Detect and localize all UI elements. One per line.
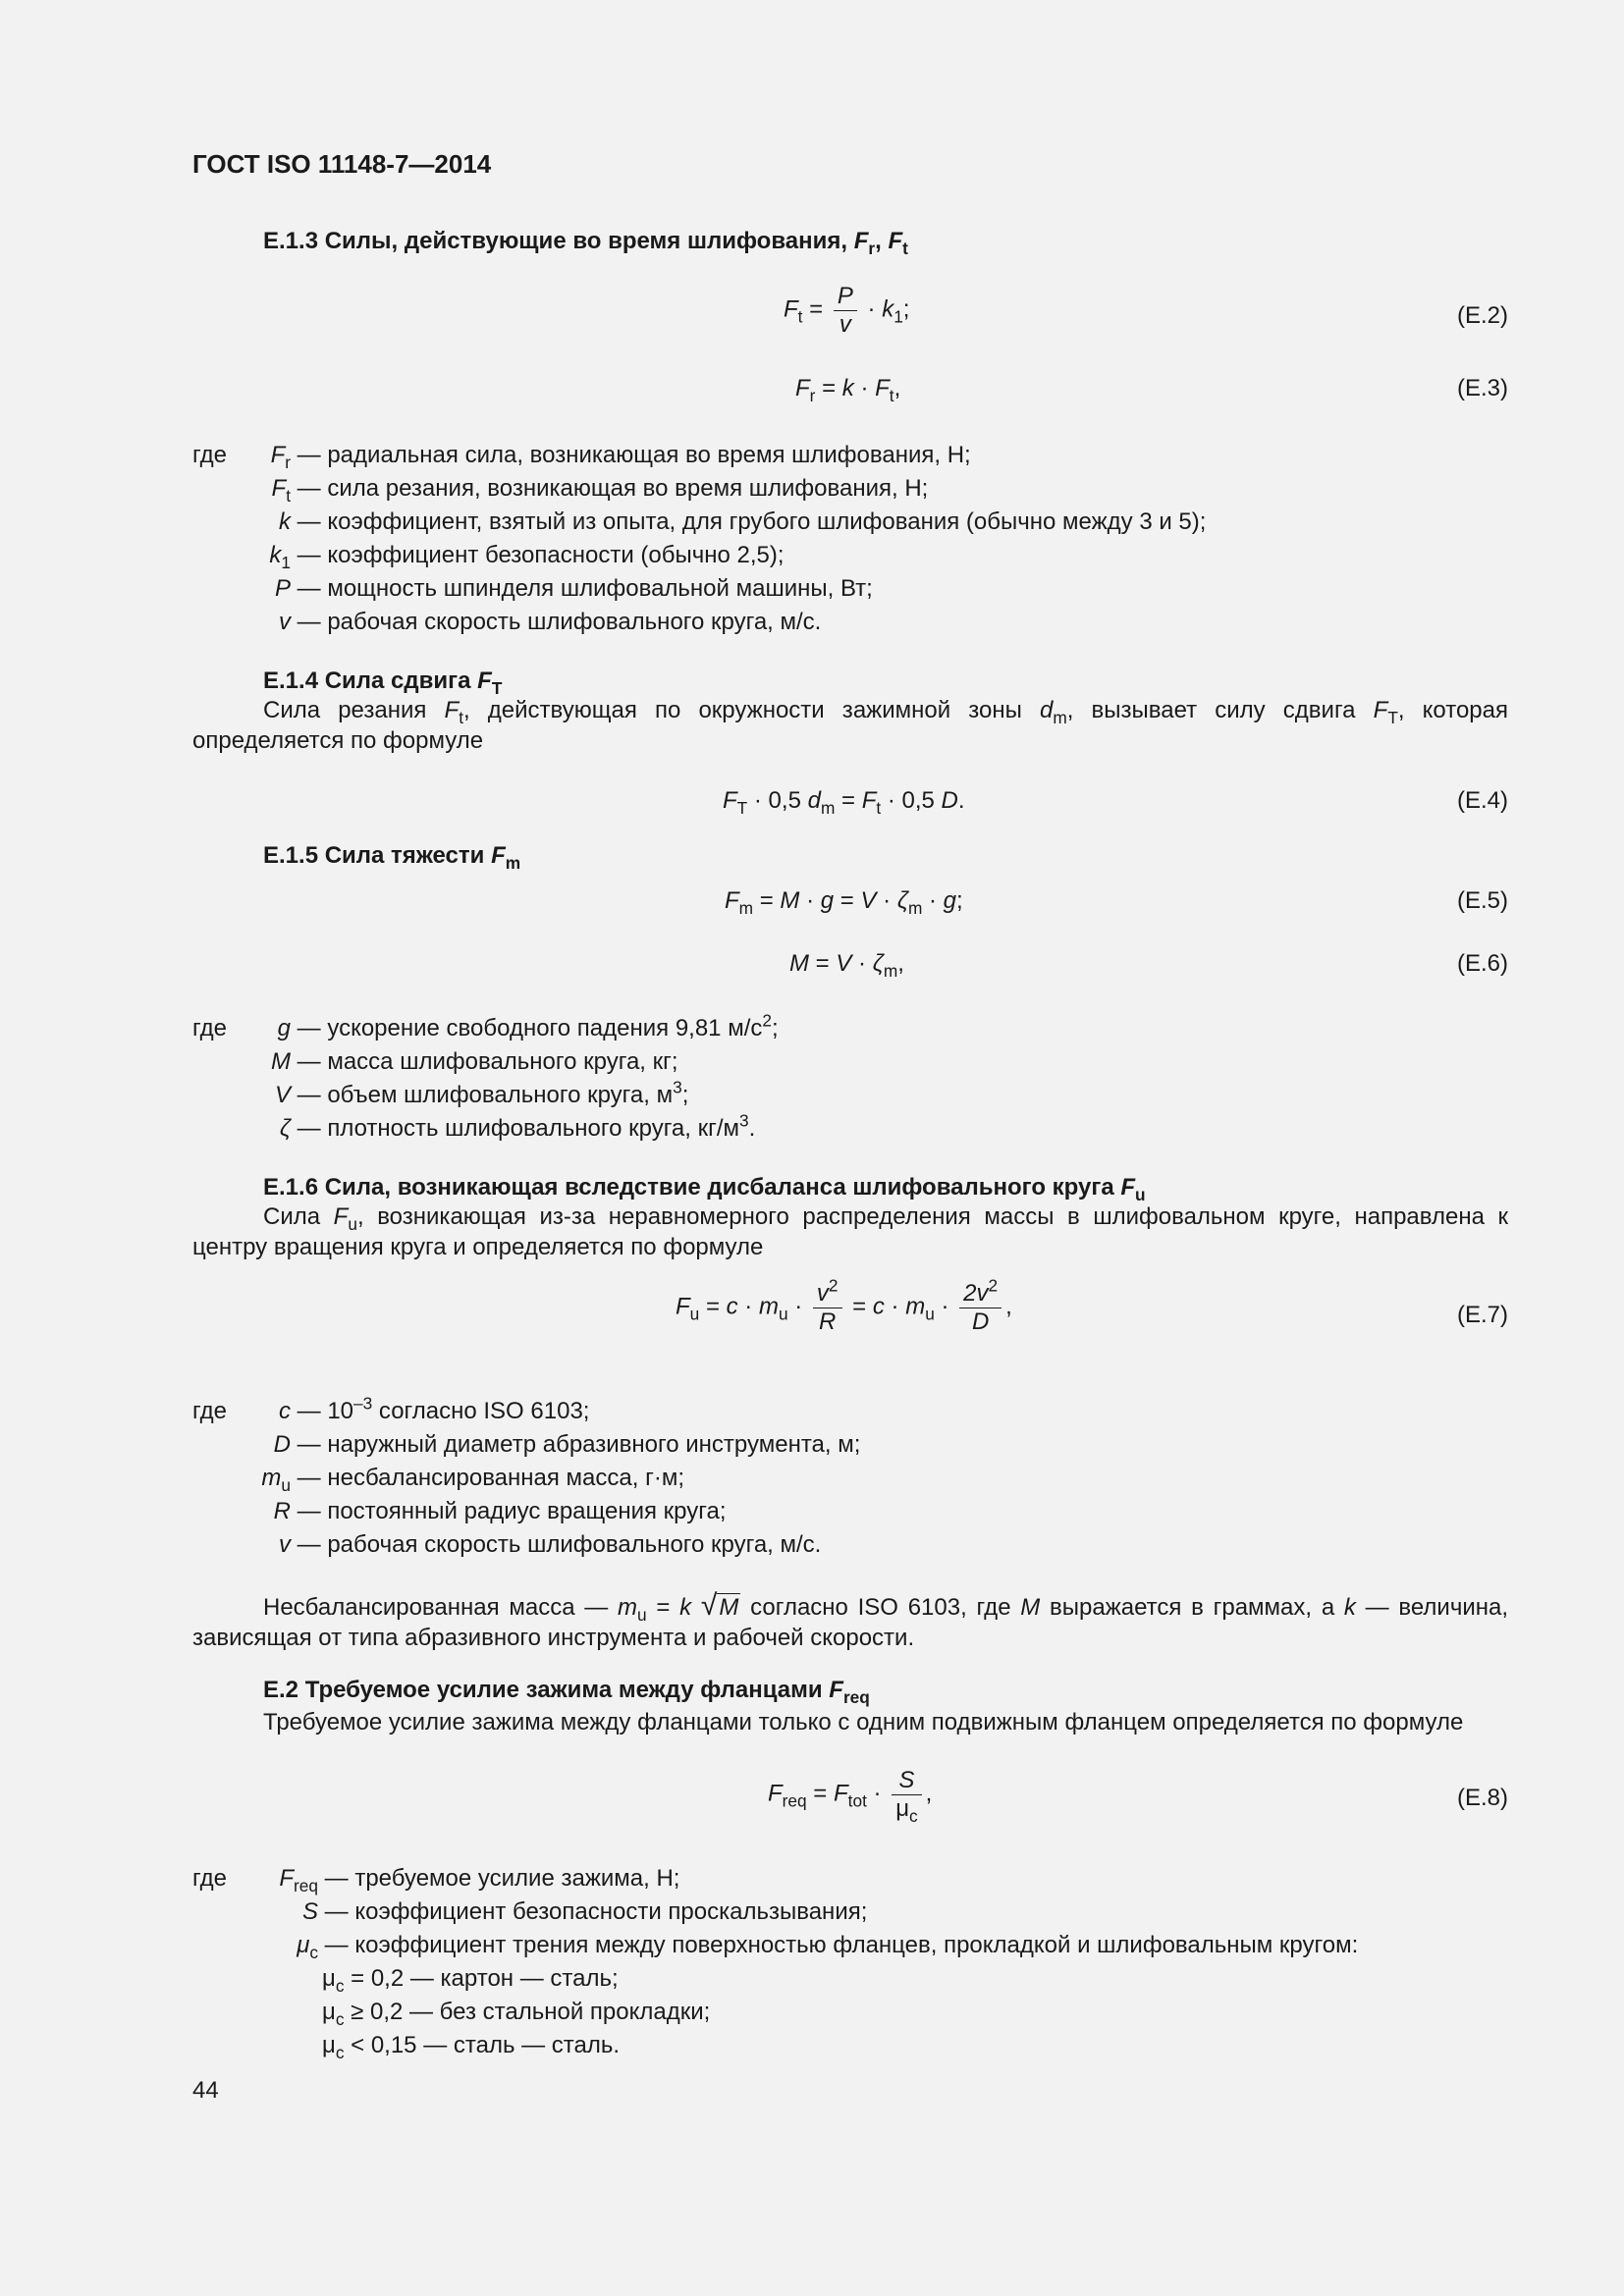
definition-prefix: где xyxy=(192,1398,228,1424)
definition-row: ζ — плотность шлифовального круга, $кг/м^3$. xyxy=(192,1115,755,1144)
definition-symbol: $F_{req}$ xyxy=(279,1865,318,1896)
definition-text: — рабочая скорость шлифовального круга, м/с. xyxy=(291,1531,822,1558)
definition-symbol: P xyxy=(274,575,291,602)
equation-e5: $F_m = M \cdot g = V \cdot \zeta_m \cdot g$; xyxy=(725,887,963,919)
friction-coefficient-item: $\mu_c = 0,2$ — картон — сталь; xyxy=(322,1965,619,1997)
equation-number-e5: (E.5) xyxy=(1456,887,1508,914)
definition-text: — масса шлифовального круга, кг; xyxy=(291,1048,678,1075)
definition-symbol: $\mu_c$ xyxy=(297,1932,318,1963)
section-heading-e14: E.1.4 Сила сдвига $F_T$ xyxy=(263,667,503,699)
section-heading-e13: E.1.3 Силы, действующие во время шлифования, $F_r$, $F_t$ xyxy=(263,228,908,259)
equation-e8: $F_{req} = F_{tot}$ · $\frac{S}{\mu_c}$ , xyxy=(768,1767,933,1826)
definition-text: — объем шлифовального круга, м xyxy=(291,1082,674,1108)
definition-text: — мощность шпинделя шлифовальной машины, Вт; xyxy=(291,575,873,602)
definition-text: — рабочая скорость шлифовального круга, м/с. xyxy=(291,609,822,635)
paragraph-e2: Требуемое усилие зажима между фланцами только с одним подвижным фланцем определяется по формуле xyxy=(263,1709,1464,1735)
section-heading-e2: E.2 Требуемое усилие зажима между фланцами $F_{req}$ xyxy=(263,1677,870,1708)
definition-symbol: $m_u$ xyxy=(261,1465,291,1496)
page-number: 44 xyxy=(192,2077,219,2104)
section-heading-e15: E.1.5 Сила тяжести $F_m$ xyxy=(263,842,521,874)
definition-text: — наружный диаметр абразивного инструмента, м; xyxy=(291,1431,861,1458)
section-heading-e16: E.1.6 Сила, возникающая вследствие дисбаланса шлифовального круга $F_u$ xyxy=(263,1174,1146,1205)
paragraph-e16: Сила $F_u$, возникающая из-за неравномерного распределения массы в шлифовальном круге, направлена к центру вращения круга и определяется по формуле xyxy=(192,1203,1508,1260)
definition-symbol: v xyxy=(279,609,291,635)
definition-symbol: R xyxy=(273,1498,291,1524)
definition-text: — радиальная сила, возникающая во время шлифования, Н; xyxy=(291,442,971,468)
definition-symbol: g xyxy=(277,1015,291,1041)
fraction: $\frac{S}{\mu_c}$ xyxy=(892,1767,921,1822)
equation-e2: $F_t$ = $\frac{P}{v}$ · $k_1$; xyxy=(784,283,910,338)
definition-row xyxy=(192,542,785,573)
definition-symbol: k xyxy=(279,508,291,535)
definition-row xyxy=(192,1431,860,1460)
definition-row: гдеg — ускорение свободного падения 9,81 $м/с^2$; xyxy=(192,1010,779,1041)
definition-text: — коэффициент безопасности (обычно 2,5); xyxy=(291,542,785,568)
definition-prefix: где xyxy=(192,1015,228,1041)
definition-row: V — объем шлифовального круга, $м^3$; xyxy=(192,1082,688,1110)
definition-text: — коэффициент безопасности проскальзывания; xyxy=(318,1898,868,1925)
definition-row xyxy=(192,575,873,604)
definition-row xyxy=(192,475,929,507)
definition-text: — коэффициент, взятый из опыта, для грубого шлифования (обычно между 3 и 5); xyxy=(291,508,1207,535)
definition-symbol: $F_t$ xyxy=(271,475,291,507)
definition-symbol: S xyxy=(301,1898,318,1925)
definition-row xyxy=(192,1048,678,1077)
equation-number-e8: (E.8) xyxy=(1456,1785,1508,1811)
definition-prefix: где xyxy=(192,442,228,468)
definition-text: — требуемое усилие зажима, Н; xyxy=(318,1865,680,1892)
definition-text: — плотность шлифовального круга, кг/м xyxy=(291,1115,740,1142)
definition-row xyxy=(192,1465,684,1496)
definition-symbol: D xyxy=(273,1431,291,1458)
equation-number-e3: (E.3) xyxy=(1456,375,1508,401)
definition-row xyxy=(192,442,971,473)
equation-e3: $F_r = k \cdot F_t$, xyxy=(795,375,901,406)
equation-number-e7: (E.7) xyxy=(1456,1302,1508,1328)
paragraph-unbalanced-mass: Несбалансированная масса — $m_u = k$ √M согласно ISO 6103, где M выражается в граммах, а k — величина, зависящая от типа абразивного инструмента и рабочей скорости. xyxy=(192,1589,1509,1651)
definition-symbol: $k_1$ xyxy=(269,542,291,573)
definition-text: — постоянный радиус вращения круга; xyxy=(291,1498,727,1524)
definition-row xyxy=(192,508,1206,537)
equation-e7: $F_u = c \cdot m_u$ · $\frac{v^2}{R}$ = $c \cdot m_u$ · $\frac{2v^2}{D}$ , xyxy=(676,1275,1012,1335)
definition-row xyxy=(192,609,821,637)
definition-text: — несбалансированная масса, г·м; xyxy=(291,1465,684,1491)
document-header: ГОСТ ISO 11148-7—2014 xyxy=(192,149,492,179)
definition-text: — коэффициент трения между поверхностью фланцев, прокладкой и шлифовальным кругом: xyxy=(318,1932,1359,1958)
definition-symbol: ζ xyxy=(279,1115,291,1142)
equation-number-e2: (E.2) xyxy=(1456,302,1508,329)
equation-e6: $M = V \cdot \zeta_m$, xyxy=(789,950,904,982)
definition-symbol: V xyxy=(274,1082,291,1108)
definition-symbol: $F_r$ xyxy=(270,442,291,473)
definition-text: — ускорение свободного падения 9,81 м/с xyxy=(291,1015,763,1041)
paragraph-e14: Сила резания $F_t$, действующая по окружности зажимной зоны $d_m$, вызывает силу сдвига $F_T$, которая определяется по формуле xyxy=(192,697,1508,754)
definition-row xyxy=(192,1498,727,1526)
friction-coefficient-item: $\mu_c < 0,15$ — сталь — сталь. xyxy=(322,2032,621,2063)
definition-row xyxy=(192,1531,821,1560)
fraction: $\frac{P}{v}$ xyxy=(834,283,857,338)
definition-row xyxy=(192,1865,679,1894)
definition-symbol: c xyxy=(279,1398,291,1424)
definition-text: — 10 xyxy=(291,1398,354,1424)
fraction: $\frac{2v^2}{D}$ xyxy=(959,1280,1001,1335)
equation-number-e6: (E.6) xyxy=(1456,950,1508,977)
definition-row xyxy=(192,1932,1359,1963)
definition-text: — сила резания, возникающая во время шлифования, Н; xyxy=(291,475,929,502)
equation-e4: $F_T \cdot 0,5$ $d_m = F_t \cdot 0,5$ D. xyxy=(723,787,965,819)
fraction: $\frac{v^2}{R}$ xyxy=(813,1280,842,1335)
friction-coefficient-item: $\mu_c \ge 0,2$ — без стальной прокладки; xyxy=(322,1999,711,2030)
definition-prefix: где xyxy=(192,1865,228,1892)
definition-symbol: v xyxy=(279,1531,291,1558)
definition-row: гдеc — $10^{-3}$ согласно ISO 6103; xyxy=(192,1393,590,1424)
definition-row xyxy=(192,1898,867,1927)
definition-symbol: M xyxy=(271,1048,291,1075)
equation-number-e4: (E.4) xyxy=(1456,787,1508,814)
